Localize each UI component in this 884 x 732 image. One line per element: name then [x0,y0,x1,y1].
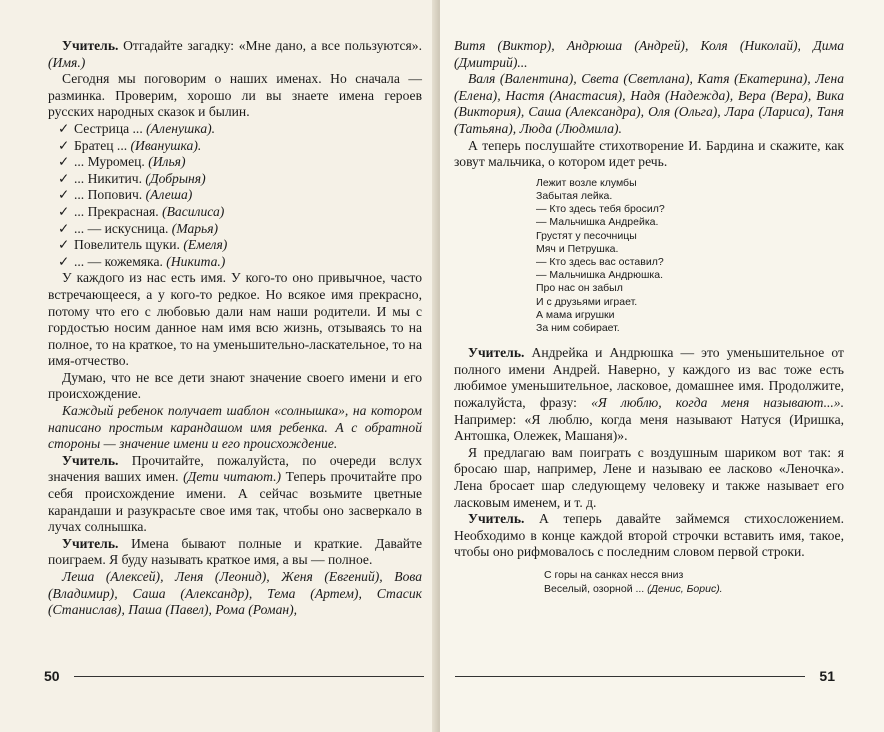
checkmark-icon: ✓ [58,203,70,219]
poem-block [536,177,844,335]
checklist-item: ✓ ... — кожемяка. (Никита.) [58,253,226,269]
checklist-item: ✓ ... Прекрасная. (Василиса) [58,203,225,219]
names-list: Леша (Алексей), Леня (Леонид), Женя (Евгений), Вова (Владимир), Саша (Александр), Тема (Артем), Стасик (Станислав), Паша (Павел), Рома (Роман), [48,569,422,618]
poem-line: А мама игрушки [536,308,615,321]
intro-paragraph: Сегодня мы поговорим о наших именах. Но сначала — разминка. Проверим, хорошо ли вы знаете имена героев русских народных сказок и былин. [48,71,422,120]
footer-rule [455,676,805,677]
sun-template-paragraph: Каждый ребенок получает шаблон «солнышка», на котором написано простым карандашом имя ребенка. А с обратной стороны — значение имени и его происхождение. [48,403,422,452]
poem-line: Забытая лейка. [536,189,613,202]
checklist-item: ✓ ... Никитич. (Добрыня) [58,170,206,186]
speaker-label: Учитель. [62,452,119,468]
diminutive-paragraph: Учитель. Андрейка и Андрюшка — это уменьшительное от полного имени Андрей. Наверно, у каждого из вас тоже есть любимое уменьшительное, ласковое, домашнее имя. Продолжите, пожалуйста, фразу: «Я люблю, когда меня называют...». Например: «Я люблю, когда меня называют Натуся (Иришка, Антошка, Олежек, Машаня)». [454,345,844,444]
riddle-paragraph [48,38,422,71]
poem-line: Про нас он забыл [536,282,623,295]
rhyme-example [544,569,844,596]
checkmark-icon: ✓ [58,154,70,170]
names-meaning-paragraph: У каждого из нас есть имя. У кого-то оно привычное, часто встречающееся, а у кого-то редкое. Но всякое имя прекрасно, потому что его с любовью дали нам наши родители. И мы с гордостью носим данное нам имя всю жизнь, отзываясь то на полное, то на краткое, то на уменьшительно-ласкательное, то на имя-отчество. [48,270,422,369]
origin-paragraph: Думаю, что не все дети знают значение своего имени и его происхождение. [48,369,422,402]
speaker-label: Учитель. [468,345,525,361]
checklist-item: ✓ Братец ... (Иванушка). [58,137,202,153]
poem-line: И с друзьями играет. [536,295,638,308]
speaker-label: Учитель. [468,511,525,527]
female-names-list: Валя (Валентина), Света (Светлана), Катя (Екатерина), Лена (Елена), Настя (Анастасия), Надя (Надежда), Вера (Вера), Вика (Виктория), Саша (Александра), Оля (Ольга), Лара (Лариса), Таня (Татьяна), Люда (Людмила). [454,71,844,136]
riddle-text: Отгадайте загадку: «Мне дано, а все пользуются». [118,38,422,53]
page-number: 51 [819,668,835,684]
game-paragraph: Учитель. Имена бывают полные и краткие. Давайте поиграем. Я буду называть краткое имя, а вы — полное. [48,535,422,568]
poem-line: Грустят у песочницы [536,229,637,242]
rhyme-paragraph: Учитель. А теперь давайте займемся стихосложением. Необходимо в конце каждой второй строчки вставить имя, такое, чтобы оно рифмовалось с последним словом первой строки. [454,511,844,560]
checklist-item: ✓ ... Муромец. (Илья) [58,154,186,170]
speaker-label: Учитель. [62,535,119,551]
checklist-item: ✓ Повелитель щуки. (Емеля) [58,237,228,253]
riddle-answer: (Имя.) [48,54,86,70]
left-page [0,0,440,732]
checkmark-icon: ✓ [58,170,70,186]
checkmark-icon: ✓ [58,253,70,269]
poem-line: Лежит возле клумбы [536,176,637,189]
footer-rule [74,676,424,677]
poem-line: — Мальчишка Андрюшка. [536,269,664,282]
poem-line: За ним собирает. [536,321,620,334]
poem-line: — Кто здесь тебя бросил? [536,203,665,216]
poem-line: — Кто здесь вас оставил? [536,255,664,268]
rhyme-line: С горы на санках несся вниз [544,568,684,581]
right-page [440,0,884,732]
read-aloud-paragraph: Учитель. Прочитайте, пожалуйста, по очереди вслух значения ваших имен. (Дети читают.) Теперь прочитайте про себя происхождение имени. А сейчас возьмите цветные карандаши и разукрасьте свое имя так, чтобы оно засверкало в лучах солнышка. [48,452,422,535]
balloon-game-paragraph: Я предлагаю вам поиграть с воздушным шариком вот так: я бросаю шар, например, Лене и называю ее ласково «Леночка». Лена бросает шар следующему человеку и также называет его ласковым именем, и т. д. [454,444,844,510]
checklist-item: ✓ ... — искусница. (Марья) [58,220,219,236]
left-footer [44,668,424,684]
poem-intro-paragraph: А теперь послушайте стихотворение И. Бардина и скажите, как зовут мальчика, о котором идет речь. [454,137,844,170]
checkmark-icon: ✓ [58,120,70,136]
names-list-continued: Витя (Виктор), Андрюша (Андрей), Коля (Николай), Дима (Дмитрий)... [454,38,844,70]
checkmark-icon: ✓ [58,187,70,203]
poem-line: Мяч и Петрушка. [536,242,619,255]
right-footer [455,668,835,684]
poem-line: — Мальчишка Андрейка. [536,216,659,229]
page-number: 50 [44,668,60,684]
checkmark-icon: ✓ [58,237,70,253]
checkmark-icon: ✓ [58,220,70,236]
rhyme-line: Веселый, озорной ... (Денис, Борис). [544,582,723,595]
checklist-item: ✓ ... Попович. (Алеша) [58,187,193,203]
checklist-item: ✓ Сестрица ... (Аленушка). [58,120,216,136]
speaker-label: Учитель. [62,38,119,53]
hero-checklist [48,121,422,270]
checkmark-icon: ✓ [58,137,70,153]
